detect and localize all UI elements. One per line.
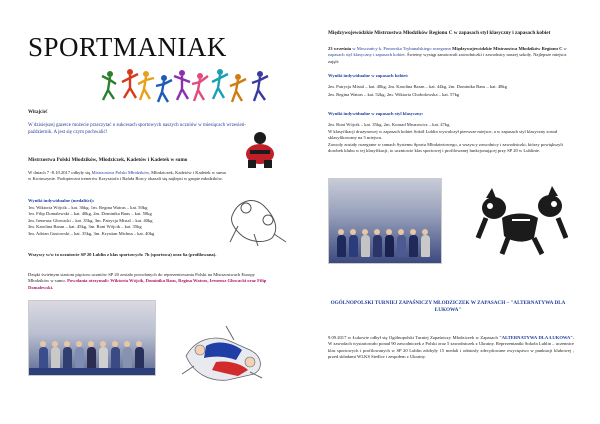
regionc-date: 23 września (328, 46, 352, 51)
list-item: 3m. Karolina Baran – kat. 45kg, 3m. Roni Wójcik – kat. 35kg (28, 224, 142, 230)
list-item: 2m. Roni Wójcik – kat. 35kg, 2m. Konrad Mruzowicz – kat. 47kg (328, 122, 450, 127)
women-results-list (328, 84, 574, 99)
article-sumo-body-a: W dniach 7 -8.10.2017 odbyły się (28, 170, 91, 175)
article-lukow-heading: OGÓLNOPOLSKI TURNIEJ ZAPAŚNICZY MŁODZICZEK W ZAPASACH – "ALTERNATYWA DLA ŁUKOWA" (330, 300, 566, 313)
team-photo-sumo (28, 300, 156, 376)
cartoon-wrestlers-illustration (472, 184, 568, 256)
regionc-location: w Mosczańcy k. Pomorska Trybunalskiego rozegrano (352, 46, 451, 51)
sumo-selection-text (28, 272, 272, 291)
article-sumo-body (28, 170, 228, 183)
lukow-body-a: 9.09.2017 w Łukowie odbył się Ogólnopolski Turniej Zapaśniczy Młodziczek w Zapasach (328, 335, 498, 340)
wrestlers-color-illustration (176, 316, 272, 388)
regionc-style: w zapasach styl klasyczny i zapasach kobiet. (328, 46, 567, 58)
sumo-wrestler-icon (242, 130, 278, 170)
regionc-event: Międzywojewódzkie Mistrzostwa Młodzików Regionu C (452, 46, 563, 51)
article-sumo-body-b: Młodziczek, Kadetów i Kadetek w sumo w Krotoszynie. Podopieczni trenerów Krzysztofa i Rafała Borcy okazali się najlepsi w grupie młodzików. (28, 170, 227, 182)
list-item: 1m. Filip Domalewski – kat. 40kg, 2m. Dominika Baus – kat. 50kg (28, 211, 152, 217)
selection-names: Wiktoria Wójcik, Dominika Baus, Regina Watras, Ireneusz Głowacki oraz Filip Domalewski. (28, 278, 267, 290)
article-sumo-link: Mistrzostwa Polski Młodzików, (91, 170, 150, 175)
classic-results-list (328, 122, 574, 128)
list-item: 2m. Ireneusz Głowacki – kat. 35kg, 3m. Patrycja Mistal – kat. 40kg (28, 217, 153, 223)
article-regionc-body (328, 46, 574, 65)
classic-results-heading: Wyniki indywidualne w zapasach styl klasyczny: (328, 111, 424, 116)
team-classification-text: W klasyfikacji drużynowej w zapasach kobiet Sokół Lublin wywalczył pierwsze miejsce, a w zapasach styl klasyczny został sklasyfikowany na 5 miejscu. (328, 129, 558, 141)
article-regionc-heading: Międzywojewódzkie Mistrzostwa Młodzików Regionu C w zapasach styl klasyczny i zapasach kobiet (328, 30, 551, 36)
wrestlers-sketch-illustration (224, 186, 290, 248)
greeting: Witajcie! (28, 110, 48, 115)
list-item: 1m. Wiktoria Wójcik – kat. 36kg, 1m. Regina Watras – kat. 50kg (28, 205, 148, 210)
sport-system-text: Zawody zostały rozegrane w ramach Systemu Sportu Młodzieżowego, a wszyscy zawodnicy i zawodniczki, którzy powiększyli dorobek klubu w tej klasyfikacji, to uczniowie klas sportowej i profilowanej funkcjonującej przy SP 20 w Lublinie. (328, 142, 563, 154)
article-lukow-body (328, 335, 574, 361)
list-item: 3m. Adrian Gustowski – kat. 35kg, 3m. Krystian Michna – kat. 40kg (28, 230, 155, 236)
article-sumo-heading: Mistrzostwa Polski Młodzików, Młodziczek, Kadetów i Kadetek w sumo (28, 157, 188, 163)
sports-figures-illustration (100, 64, 280, 106)
lukow-body-b: W zawodach wystartowało ponad 90 zawodniczek z Polski oraz 5 zawodniczek z Ukrainy. Reprezentantki Sokoła Lublin – uczennice klas sportowych i profilowanych w SP 20 Lublin zdobyły 15 medali i odniosły zdecydowane zwycięstwo w punktacji klubowej , przed składami WLKS Siedlce i zespołem z Ukrainy. (328, 341, 574, 360)
intro-text: W dzisiejszej gazetce możecie przeczytać o sukcesach sportowych naszych uczniów w miesiącach wrzesień- październik. A jest się czym pochwalić! (28, 123, 246, 135)
lukow-event-name: "ALTERNATYWA DLA ŁUKOWA". (499, 335, 574, 340)
sumo-results-list (28, 205, 218, 237)
list-item: 2m. Patrycja Mistal – kat. 40kg, 2m. Karolina Baran – kat. 44kg, 2m. Dominika Baus – kat. 48kg (328, 84, 508, 89)
regionc-intro: Świetny występ zanotowali zawodniczki i zawodnicy naszej szkoły. Najlepsze miejsca zajęli: (328, 52, 567, 64)
selection-label: Powołania otrzymali: (67, 278, 110, 284)
sumo-results-heading: Wyniki indywidualne (medaliści): (28, 198, 95, 203)
newsletter-title: SPORTMANIAK (28, 32, 227, 62)
sumo-team-note: Wszyscy w/w to uczniowie SP 20 Lublin z klas sportowych: 7b (sportowa) oraz 6a (profilowana). (28, 252, 217, 257)
selection-text-a: Dzięki świetnym startom pięcioro uczniów SP 20 zostało powołanych do reprezentowania Polski na Mistrzostwach Europy Młodzików w sumo. (28, 272, 255, 284)
list-item: 2m. Regina Watras – kat. 52kg, 2m. Wiktoria Chołodowska – kat. 57kg (328, 92, 460, 98)
team-photo-wrestling (328, 178, 442, 264)
women-results-heading: Wyniki indywidualne w zapasach kobiet: (328, 73, 409, 78)
